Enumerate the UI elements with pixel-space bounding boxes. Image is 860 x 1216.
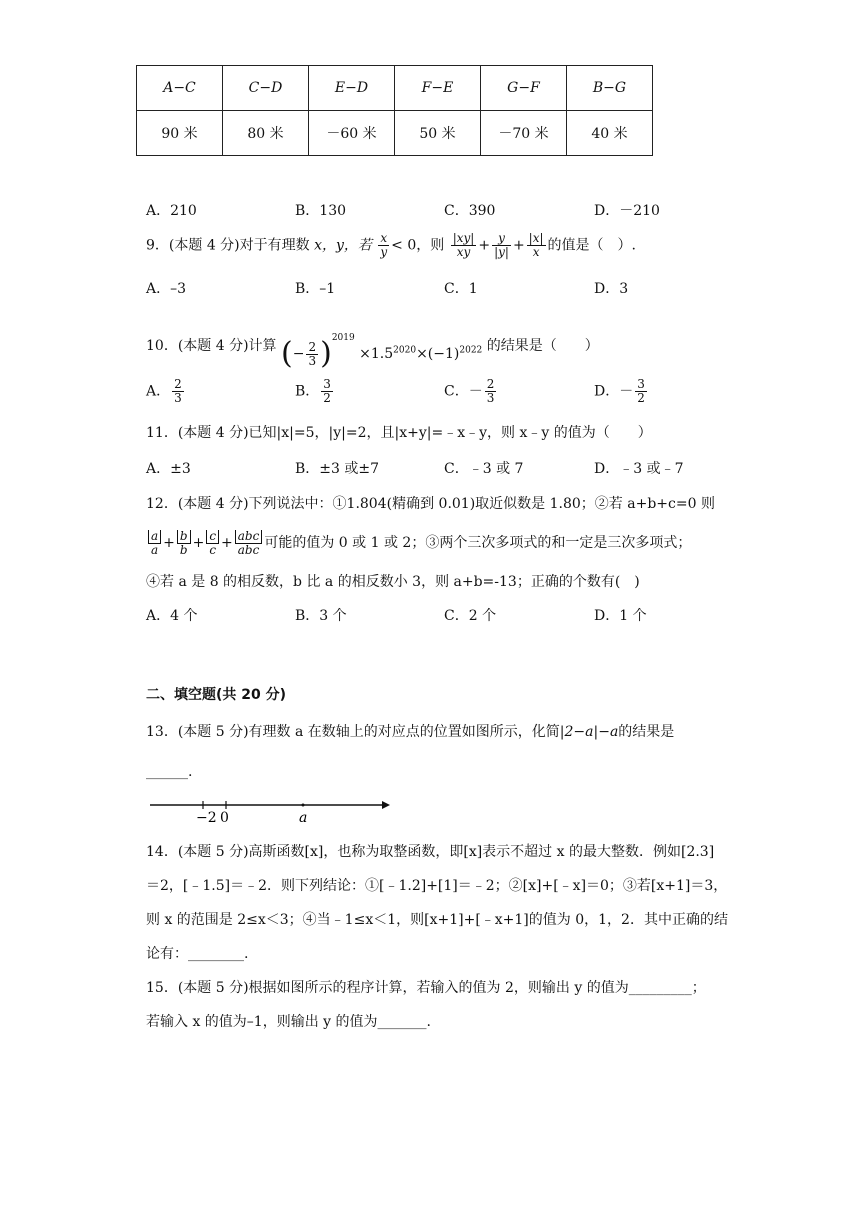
q8-option-a: A．210	[146, 203, 197, 219]
q10-option-c: C．－ $\frac{2}{3}$	[444, 377, 495, 405]
question-12-line-3: ④若 a 是 8 的相反数，b 比 a 的相反数小 3，则 a+b=-13；正确的个数有( )	[146, 574, 640, 590]
q8-option-c: C．390	[444, 203, 496, 219]
q12-option-b: B．3 个	[295, 608, 347, 624]
q10-suffix: 的结果是（ ）	[486, 338, 599, 354]
axis-label-a: a	[299, 810, 308, 826]
question-14-line-2: ＝2，[﹣1.5]＝﹣2．则下列结论：①[﹣1.2]+[1]＝﹣2；②[x]+[﹣x]＝0；③若[x+1]＝3，	[146, 878, 728, 894]
table-header-cell: C−D	[223, 66, 309, 111]
question-14-line-4: 论有：________.	[146, 946, 249, 962]
table-cell: 40 米	[567, 111, 653, 156]
q9-option-c: C．1	[444, 281, 478, 297]
q10-expression: (− $\frac{2}{3}$ )$^{2019} \times 1.5^{2020}\times(-1)^{2022}$	[281, 333, 483, 371]
section-2-heading: 二、填空题(共 20 分)	[146, 687, 287, 703]
q9-fraction-2: $\frac{y}{|y|}$	[494, 231, 509, 259]
q9-condition: < 0，则	[391, 237, 445, 254]
question-15-line-1: 15．(本题 5 分)根据如图所示的程序计算，若输入的值为 2，则输出 y 的值为_________；	[146, 980, 706, 996]
table-header-row	[137, 66, 653, 111]
table-cell: 80 米	[223, 111, 309, 156]
q11-option-b: B．±3 或±7	[295, 461, 380, 477]
number-line-figure	[146, 796, 391, 826]
question-9: 9．(本题 4 分)对于有理数 x，y，若 $\frac{x}{y}$ < 0，则 $\frac{|xy|}{xy}$ + $\frac{y}{|y|}$ + $\frac{|x|}{x}$ 的值是（ ）.	[146, 231, 636, 259]
question-11: 11．(本题 4 分)已知|x|=5，|y|=2，且|x+y|=﹣x﹣y，则 x﹣y 的值为（ ）	[146, 425, 652, 441]
q10-option-d: D．－ $\frac{3}{2}$	[594, 377, 645, 405]
question-14-line-1: 14．(本题 5 分)高斯函数[x]，也称为取整函数，即[x]表示不超过 x 的最大整数．例如[2.3]	[146, 844, 715, 860]
q9-suffix: 的值是（ ）.	[547, 237, 636, 254]
table-header-cell: A−C	[137, 66, 223, 111]
q9-option-a: A．–3	[146, 281, 187, 297]
question-12-line-2: $\frac{a}{a}$ + $\frac{b}{b}$ + $\frac{c}{c}$ + $\frac{\text{abc}}{\text{abc}}$ 可能的值为 0 或 1 或 2；③两个三次多项式的和一定是三次多项式；	[146, 526, 691, 560]
q8-option-b: B．130	[295, 203, 347, 219]
q10-prefix: 10．(本题 4 分)计算	[146, 338, 277, 354]
q9-prefix: 9．(本题 4 分)对于有理数	[146, 237, 315, 254]
table-row	[137, 111, 653, 156]
q12-option-c: C．2 个	[444, 608, 497, 624]
question-10	[146, 318, 599, 374]
distance-table	[136, 65, 653, 156]
q13-expression: |2−a|−a	[559, 724, 619, 740]
q13-blank: ______.	[146, 764, 193, 780]
axis-label-minus-2: −2	[196, 810, 217, 826]
q12-option-d: D．1 个	[594, 608, 647, 624]
question-13: 13．(本题 5 分)有理数 a 在数轴上的对应点的位置如图所示，化简|2−a|−a的结果是	[146, 724, 675, 740]
q9-fraction-1: $\frac{|xy|}{xy}$	[452, 231, 475, 259]
q12-line-2-text: 可能的值为 0 或 1 或 2；③两个三次多项式的和一定是三次多项式；	[264, 535, 692, 551]
q9-fraction-3: $\frac{|x|}{x}$	[528, 231, 544, 259]
q11-option-c: C．﹣3 或 7	[444, 461, 524, 477]
question-15-line-2: 若输入 x 的值为–1，则输出 y 的值为_______.	[146, 1014, 431, 1030]
q9-option-b: B．–1	[295, 281, 336, 297]
axis-label-zero: 0	[220, 810, 229, 826]
table-header-cell: B−G	[567, 66, 653, 111]
table-header-cell: E−D	[309, 66, 395, 111]
q10-option-b: B． $\frac{3}{2}$	[295, 377, 331, 405]
q12-option-a: A．4 个	[146, 608, 198, 624]
q9-option-d: D．3	[594, 281, 629, 297]
q8-option-d: D．－210	[594, 203, 660, 219]
arrow-icon	[382, 801, 390, 809]
q9-vars: x，y，若	[314, 237, 372, 254]
table-cell: 90 米	[137, 111, 223, 156]
table-cell: 50 米	[395, 111, 481, 156]
q10-option-a: A． $\frac{2}{3}$	[146, 377, 182, 405]
table-header-cell: G−F	[481, 66, 567, 111]
question-12-line-1: 12．(本题 4 分)下列说法中：①1.804(精确到 0.01)取近似数是 1.80；②若 a+b+c=0 则	[146, 496, 715, 512]
q11-option-a: A．±3	[146, 461, 191, 477]
question-14-line-3: 则 x 的范围是 2≤x＜3；④当﹣1≤x＜1，则[x+1]+[﹣x+1]的值为 0，1，2．其中正确的结	[146, 912, 728, 928]
table-cell: －70 米	[481, 111, 567, 156]
table-cell: －60 米	[309, 111, 395, 156]
q11-option-d: D．﹣3 或﹣7	[594, 461, 684, 477]
table-header-cell: F−E	[395, 66, 481, 111]
q9-condition-fraction: $\frac{x}{y}$	[380, 231, 388, 259]
